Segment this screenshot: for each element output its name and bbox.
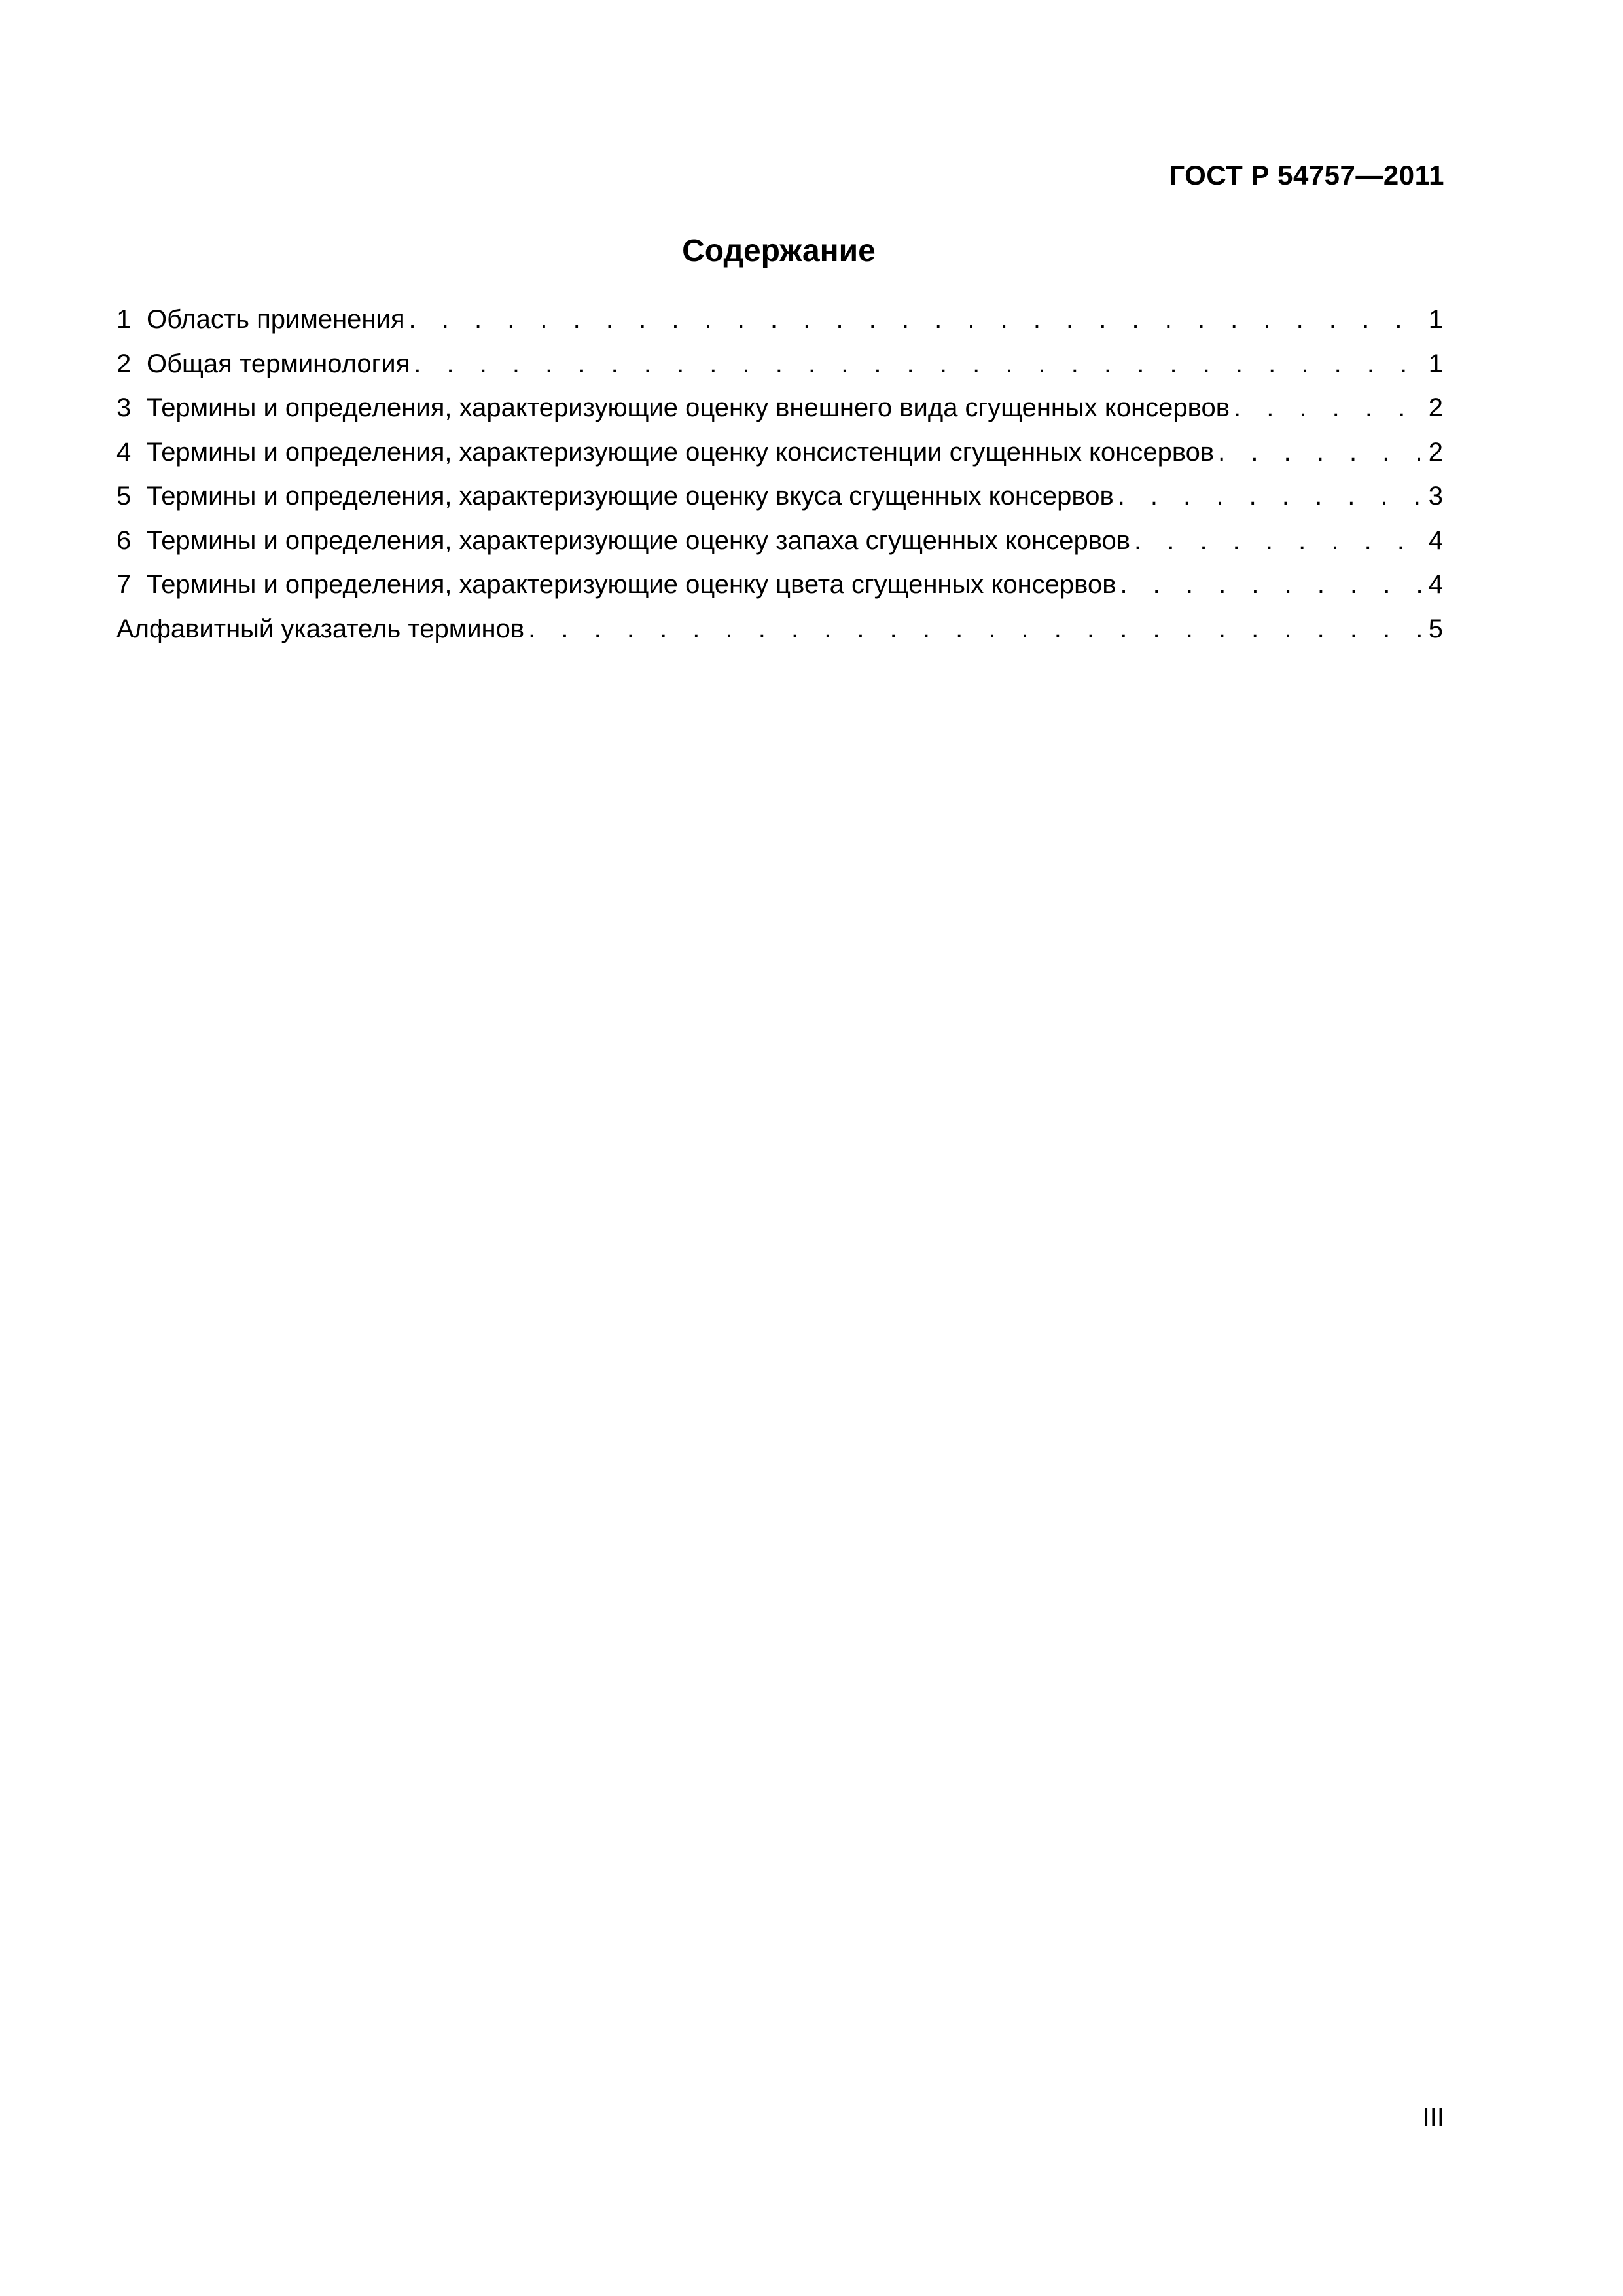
toc-entry[interactable] <box>116 298 1443 342</box>
toc-dot-leader <box>1130 519 1423 564</box>
toc-entry[interactable] <box>116 342 1443 387</box>
toc-entry-page: 5 <box>1428 614 1443 643</box>
toc-entry-page: 4 <box>1428 570 1443 599</box>
toc-entry-number: 3 <box>116 393 132 422</box>
toc-dot-leader <box>524 607 1423 652</box>
toc-entry-title: Алфавитный указатель терминов <box>116 614 525 643</box>
page-number: III <box>1422 2103 1444 2132</box>
toc-entry-page: 2 <box>1428 393 1443 422</box>
document-code: ГОСТ Р 54757—2011 <box>1169 160 1444 190</box>
toc-entry-number: 2 <box>116 349 132 378</box>
toc-entry-page: 4 <box>1428 526 1443 555</box>
toc-entry-title: Область применения <box>147 305 405 334</box>
toc-entry[interactable] <box>116 563 1443 607</box>
toc-dot-leader <box>1214 431 1423 475</box>
toc-entry-page: 1 <box>1428 305 1443 334</box>
toc-entry[interactable] <box>116 519 1443 564</box>
toc-dot-leader <box>1116 563 1423 607</box>
toc-entry-title: Термины и определения, характеризующие оценку запаха сгущенных консервов <box>147 526 1130 555</box>
toc-entry-title: Общая терминология <box>147 349 410 378</box>
toc-entry[interactable] <box>116 431 1443 475</box>
table-of-contents <box>116 298 1443 651</box>
toc-dot-leader <box>410 342 1423 387</box>
toc-entry-title: Термины и определения, характеризующие оценку внешнего вида сгущенных консервов <box>147 393 1230 422</box>
toc-entry-page: 2 <box>1428 437 1443 467</box>
toc-entry-title: Термины и определения, характеризующие оценку консистенции сгущенных консервов <box>147 437 1215 467</box>
toc-entry-number: 5 <box>116 482 132 511</box>
toc-title: Содержание <box>682 234 876 268</box>
toc-dot-leader <box>405 298 1423 342</box>
toc-entry[interactable] <box>116 386 1443 431</box>
toc-entry-page: 3 <box>1428 482 1443 511</box>
toc-dot-leader <box>1114 475 1423 519</box>
toc-entry-title: Термины и определения, характеризующие оценку цвета сгущенных консервов <box>147 570 1116 599</box>
toc-entry[interactable] <box>116 607 1443 652</box>
toc-dot-leader <box>1230 386 1423 431</box>
toc-entry-number: 6 <box>116 526 132 555</box>
toc-entry-page: 1 <box>1428 349 1443 378</box>
toc-entry-number: 1 <box>116 305 132 334</box>
toc-entry-number: 4 <box>116 437 132 467</box>
toc-entry-number: 7 <box>116 570 132 599</box>
toc-entry[interactable] <box>116 475 1443 519</box>
toc-entry-title: Термины и определения, характеризующие оценку вкуса сгущенных консервов <box>147 482 1114 511</box>
